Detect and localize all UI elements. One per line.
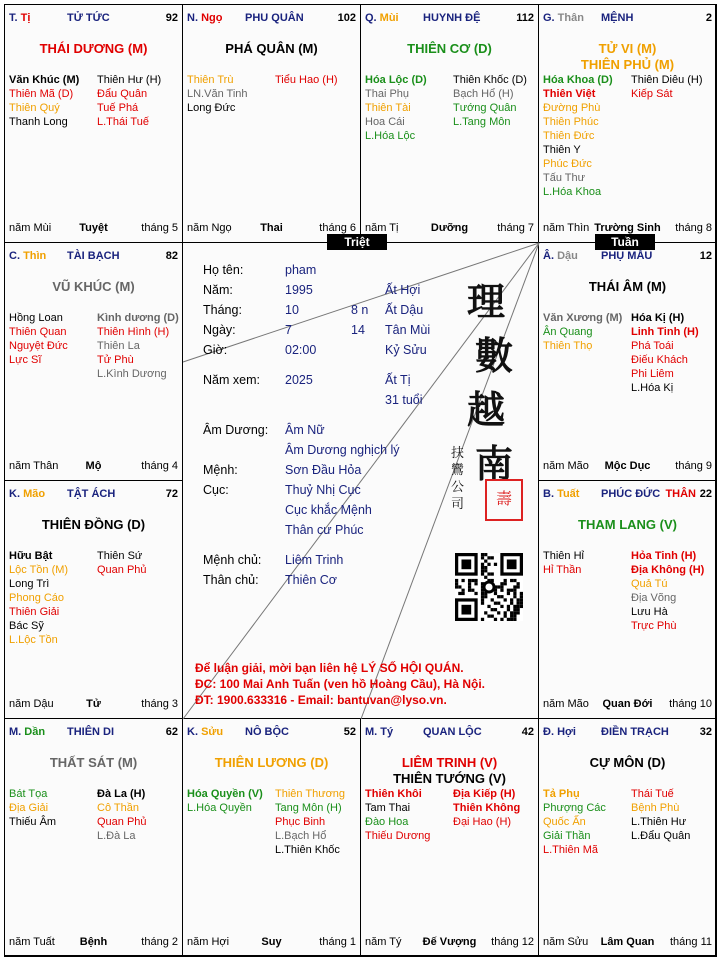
month-value: 10 bbox=[285, 303, 299, 317]
star-item: Giải Thần bbox=[543, 830, 591, 842]
star-item: Thiên Sứ bbox=[97, 550, 143, 562]
star-item: Ân Quang bbox=[543, 326, 593, 338]
star-item: Địa Không (H) bbox=[631, 564, 705, 576]
year-label: Năm: bbox=[203, 283, 233, 297]
star-item: Nguyệt Đức bbox=[9, 340, 68, 352]
stage-label: Trường Sinh bbox=[594, 222, 661, 234]
menh-chu-label: Mệnh chủ: bbox=[203, 553, 262, 567]
amduong-value: Âm Nữ bbox=[285, 423, 325, 437]
month-label: tháng 4 bbox=[141, 460, 178, 472]
palace-number: 102 bbox=[337, 12, 356, 24]
star-item: Tả Phụ bbox=[543, 788, 580, 800]
hour-value: 02:00 bbox=[285, 343, 317, 357]
star-item: Tuế Phá bbox=[97, 102, 139, 114]
star-item: Đường Phù bbox=[543, 102, 601, 114]
year-label: năm Hợi bbox=[187, 936, 230, 948]
year-label: năm Mùi bbox=[9, 222, 52, 234]
star-item: Quốc Ấn bbox=[543, 816, 586, 828]
star-item: Bát Tọa bbox=[9, 788, 48, 800]
branch-label: M. Dần bbox=[9, 726, 46, 738]
cuc-label: Cục: bbox=[203, 483, 229, 497]
main-star: THIÊN CƠ (D) bbox=[407, 41, 492, 56]
main-star: VŨ KHÚC (M) bbox=[52, 279, 135, 294]
star-item: Tiểu Hao (H) bbox=[275, 74, 338, 86]
branch-label: B. Tuất bbox=[543, 488, 580, 500]
year-label: năm Tý bbox=[365, 936, 402, 948]
palace-name: QUAN LỘC bbox=[423, 726, 482, 738]
palace-name: PHỤ MẪU bbox=[601, 250, 653, 262]
stage-label: Dưỡng bbox=[430, 222, 469, 234]
cuc-note-1: Cục khắc Mệnh bbox=[285, 503, 372, 517]
main-star: THÁI DƯƠNG (M) bbox=[39, 41, 148, 56]
branch-label: Â. Dậu bbox=[543, 250, 578, 262]
star-item: L.Lộc Tồn bbox=[9, 634, 58, 646]
star-item: L.Hóa Lộc bbox=[365, 130, 416, 142]
year-label: năm Ngọ bbox=[187, 222, 232, 234]
star-item: Thiên Quan bbox=[9, 326, 67, 338]
menh-chu-value: Liêm Trinh bbox=[285, 553, 344, 567]
star-item: Đại Hao (H) bbox=[453, 816, 512, 828]
branch-label: K. Sửu bbox=[187, 726, 224, 738]
view-year-can: Ất Tị bbox=[385, 373, 411, 387]
star-item: Thiên Mã (D) bbox=[9, 88, 74, 100]
star-item: Thiên Giải bbox=[9, 606, 60, 618]
calligraphy-2: 數 bbox=[475, 333, 514, 378]
amduong-label: Âm Dương: bbox=[203, 423, 269, 437]
star-item: L.Thiên Khốc bbox=[275, 844, 340, 856]
name-label: Họ tên: bbox=[203, 263, 244, 277]
palace-number: 52 bbox=[343, 726, 356, 738]
star-item: Văn Khúc (M) bbox=[9, 74, 80, 86]
star-item: Phi Liêm bbox=[631, 368, 674, 380]
star-item: Phượng Các bbox=[543, 802, 606, 814]
star-item: Bệnh Phù bbox=[631, 802, 680, 814]
star-item: Thiên Thọ bbox=[543, 340, 593, 352]
main-star: THẤT SÁT (M) bbox=[49, 755, 138, 770]
year-can: Ất Hợi bbox=[385, 283, 421, 297]
age-value: 31 tuổi bbox=[385, 393, 423, 407]
tuan-tag: Tuần bbox=[595, 234, 655, 250]
triet-tag: Triệt bbox=[327, 234, 387, 250]
name-value: pham bbox=[285, 263, 317, 277]
star-item: L.Thiên Mã bbox=[543, 844, 599, 856]
stage-label: Quan Đới bbox=[602, 698, 653, 710]
palace-name: TỬ TỨC bbox=[67, 12, 110, 24]
star-item: Địa Giải bbox=[9, 802, 49, 814]
red-seal-stamp: 壽 bbox=[485, 479, 523, 521]
star-item: L.Bạch Hổ bbox=[275, 830, 327, 842]
star-item: Thiên Thương bbox=[275, 788, 346, 800]
star-item: Phá Toái bbox=[631, 340, 674, 352]
than-marker: THÂN bbox=[665, 488, 696, 500]
star-item: Hỏa Tinh (H) bbox=[631, 550, 697, 562]
star-item: Điếu Khách bbox=[631, 354, 688, 366]
branch-label: K. Mão bbox=[9, 488, 46, 500]
palace-number: 32 bbox=[699, 726, 712, 738]
stage-label: Suy bbox=[261, 936, 282, 948]
star-item: Hoa Cái bbox=[365, 116, 405, 128]
palace-name: TẬT ÁCH bbox=[67, 488, 116, 500]
cuc-note-2: Thân cư Phúc bbox=[285, 523, 364, 537]
star-item: Thai Phụ bbox=[365, 88, 410, 100]
branch-label: M. Tý bbox=[365, 726, 394, 738]
month-label: tháng 6 bbox=[319, 222, 356, 234]
palace-number: 2 bbox=[705, 12, 712, 24]
main-star: THÁI ÂM (M) bbox=[588, 279, 667, 294]
branch-label: C. Thìn bbox=[9, 250, 47, 262]
star-item: L.Hóa Khoa bbox=[543, 186, 602, 198]
year-label: năm Mão bbox=[543, 460, 589, 472]
star-item: Thiên La bbox=[97, 340, 140, 352]
star-item: Thiên Trù bbox=[187, 74, 234, 86]
palace-name: PHU QUÂN bbox=[245, 12, 304, 24]
palace-number: 112 bbox=[516, 12, 534, 24]
stage-label: Mộc Dục bbox=[604, 460, 651, 472]
year-label: năm Thìn bbox=[543, 222, 590, 234]
palace-number: 92 bbox=[165, 12, 178, 24]
star-item: Địa Kiếp (H) bbox=[453, 788, 516, 800]
month-label: tháng 2 bbox=[141, 936, 178, 948]
star-item: Phúc Đức bbox=[543, 158, 592, 170]
star-item: Quan Phủ bbox=[97, 816, 147, 828]
star-item: L.Hóa Quyền bbox=[187, 802, 252, 814]
seal-side-text: 扶 鸞 公 司 bbox=[451, 446, 465, 512]
main-star: THIÊN PHỦ (M) bbox=[580, 57, 675, 72]
star-item: Hữu Bật bbox=[9, 550, 53, 562]
branch-label: Q. Mùi bbox=[365, 12, 399, 24]
star-item: Cô Thần bbox=[97, 802, 139, 814]
view-year-label: Năm xem: bbox=[203, 373, 260, 387]
star-item: Đào Hoa bbox=[365, 816, 409, 828]
footer-line-2: ĐC: 100 Mai Anh Tuấn (ven hồ Hoàng Cầu), Hà Nội. bbox=[195, 677, 486, 691]
year-value: 1995 bbox=[285, 283, 313, 297]
month-label: Tháng: bbox=[203, 303, 242, 317]
star-item: Thiên Đức bbox=[543, 130, 595, 142]
than-chu-label: Thân chủ: bbox=[203, 573, 259, 587]
branch-label: T. Tị bbox=[9, 12, 31, 24]
month-label: tháng 1 bbox=[319, 936, 356, 948]
star-item: Hỉ Thần bbox=[543, 564, 582, 576]
month-can: Ất Dậu bbox=[385, 303, 424, 317]
main-star: TỬ VI (M) bbox=[598, 41, 657, 56]
star-item: L.Hóa Kị bbox=[631, 382, 674, 394]
than-chu-value: Thiên Cơ bbox=[285, 573, 337, 587]
star-item: Tử Phù bbox=[97, 354, 134, 366]
star-item: Địa Võng bbox=[631, 592, 677, 604]
palace-name: NÔ BỘC bbox=[245, 726, 289, 738]
qr-code[interactable] bbox=[455, 553, 523, 621]
month-leap: 8 n bbox=[351, 303, 369, 317]
calligraphy-1: 理 bbox=[467, 279, 506, 324]
month-label: tháng 7 bbox=[497, 222, 534, 234]
palace-name: ĐIỀN TRẠCH bbox=[601, 726, 669, 738]
star-item: Thiên Tài bbox=[365, 102, 411, 114]
footer-line-1: Để luận giải, mời bạn liên hệ LÝ SỐ HỘI QUÁN. bbox=[195, 661, 464, 675]
star-item: L.Thái Tuế bbox=[97, 116, 149, 128]
stage-label: Thai bbox=[260, 222, 283, 234]
cuc-value: Thuỷ Nhị Cục bbox=[285, 483, 361, 497]
day-label: Ngày: bbox=[203, 323, 236, 337]
star-item: Trực Phù bbox=[631, 620, 677, 632]
star-item: Thiên Quý bbox=[9, 102, 60, 114]
month-label: tháng 10 bbox=[669, 698, 712, 710]
star-item: Thiên Y bbox=[543, 144, 581, 156]
branch-label: N. Ngọ bbox=[187, 12, 223, 24]
star-item: Bạch Hổ (H) bbox=[453, 88, 514, 100]
month-label: tháng 12 bbox=[491, 936, 534, 948]
star-item: L.Đẩu Quân bbox=[631, 830, 691, 842]
star-item: Thanh Long bbox=[9, 116, 68, 128]
palace-number: 82 bbox=[165, 250, 178, 262]
main-star: PHÁ QUÂN (M) bbox=[225, 41, 318, 56]
star-item: Thiên Diêu (H) bbox=[631, 74, 703, 86]
palace-name: TÀI BẠCH bbox=[67, 250, 120, 262]
footer-line-3[interactable]: ĐT: 1900.633316 - Email: bantuvan@lyso.vn. bbox=[195, 693, 447, 707]
stage-label: Đế Vượng bbox=[422, 936, 477, 948]
star-item: L.Kình Dương bbox=[97, 368, 167, 380]
star-item: Thiên Khốc (D) bbox=[453, 74, 527, 86]
star-item: Long Đức bbox=[187, 102, 236, 114]
star-item: Thiên Không bbox=[453, 802, 521, 814]
palace-name: HUYNH ĐỆ bbox=[423, 12, 481, 24]
year-label: năm Sửu bbox=[543, 936, 589, 948]
palace-name: MỆNH bbox=[601, 12, 634, 24]
star-item: Văn Xương (M) bbox=[543, 312, 623, 324]
month-label: tháng 8 bbox=[675, 222, 712, 234]
day-can: Tân Mùi bbox=[385, 323, 431, 337]
hour-label: Giờ: bbox=[203, 343, 228, 357]
main-star: THAM LANG (V) bbox=[578, 517, 677, 532]
day-lunar: 14 bbox=[351, 323, 365, 337]
star-item: Thái Tuế bbox=[631, 788, 674, 800]
palace-number: 12 bbox=[699, 250, 712, 262]
palace-name: THIÊN DI bbox=[67, 726, 115, 738]
year-label: năm Tị bbox=[365, 222, 399, 234]
aspect-lines bbox=[5, 5, 717, 957]
star-item: Quả Tú bbox=[631, 578, 668, 590]
star-item: L.Tang Môn bbox=[453, 116, 511, 128]
menh-value: Sơn Đầu Hỏa bbox=[285, 463, 362, 477]
main-star: THIÊN TƯỚNG (V) bbox=[393, 771, 506, 786]
palace-number: 72 bbox=[165, 488, 178, 500]
star-item: Thiếu Âm bbox=[9, 816, 57, 828]
tuvi-chart bbox=[4, 4, 716, 956]
star-item: Thiên Hư (H) bbox=[97, 74, 162, 86]
calligraphy-3: 越 bbox=[467, 387, 506, 432]
star-item: L.Thiên Hư bbox=[631, 816, 687, 828]
star-item: LN.Văn Tinh bbox=[187, 88, 248, 100]
star-item: Thiên Việt bbox=[543, 88, 596, 100]
star-item: Thiên Khôi bbox=[365, 788, 422, 800]
year-label: năm Dậu bbox=[9, 698, 54, 710]
star-item: Hóa Khoa (D) bbox=[543, 74, 613, 86]
palace-name: PHÚC ĐỨC bbox=[601, 488, 661, 500]
menh-label: Mệnh: bbox=[203, 463, 238, 477]
star-item: Thiên Hình (H) bbox=[97, 326, 170, 338]
year-label: năm Mão bbox=[543, 698, 589, 710]
star-item: Thiên Phúc bbox=[543, 116, 599, 128]
month-label: tháng 3 bbox=[141, 698, 178, 710]
view-year-value: 2025 bbox=[285, 373, 313, 387]
year-label: năm Tuất bbox=[9, 936, 55, 948]
star-item: Hóa Quyền (V) bbox=[187, 788, 263, 800]
star-item: Tấu Thư bbox=[543, 172, 586, 184]
star-item: Phục Binh bbox=[275, 816, 326, 828]
star-item: Lộc Tồn (M) bbox=[9, 564, 69, 576]
star-item: Thiếu Dương bbox=[365, 830, 431, 842]
branch-label: G. Thân bbox=[543, 12, 584, 24]
star-item: Tướng Quân bbox=[453, 102, 517, 114]
star-item: Lưu Hà bbox=[631, 606, 668, 618]
star-item: Bác Sỹ bbox=[9, 620, 44, 632]
star-item: Hóa Kị (H) bbox=[631, 312, 685, 324]
calligraphy-4: 南 bbox=[475, 441, 514, 486]
star-item: Linh Tinh (H) bbox=[631, 326, 699, 338]
day-value: 7 bbox=[285, 323, 292, 337]
star-item: Phong Cáo bbox=[9, 592, 65, 604]
palace-number: 42 bbox=[521, 726, 534, 738]
star-item: Lực Sĩ bbox=[9, 354, 42, 366]
main-star: CỰ MÔN (D) bbox=[589, 755, 666, 770]
amduong-note: Âm Dương nghịch lý bbox=[285, 443, 400, 457]
star-item: Tang Môn (H) bbox=[275, 802, 342, 814]
star-item: Kình dương (D) bbox=[97, 312, 179, 324]
star-item: Long Trì bbox=[9, 578, 50, 590]
month-label: tháng 11 bbox=[669, 936, 712, 948]
main-star: LIÊM TRINH (V) bbox=[401, 755, 498, 770]
stage-label: Tử bbox=[86, 698, 101, 710]
main-star: THIÊN LƯƠNG (D) bbox=[214, 755, 329, 770]
stage-label: Tuyệt bbox=[79, 222, 108, 234]
star-item: Thiên Hỉ bbox=[543, 550, 584, 562]
hour-can: Kỷ Sửu bbox=[385, 343, 427, 357]
star-item: Tam Thai bbox=[365, 802, 411, 814]
star-item: Hồng Loan bbox=[9, 312, 63, 324]
month-label: tháng 9 bbox=[675, 460, 712, 472]
branch-label: Đ. Hợi bbox=[543, 726, 576, 738]
star-item: Đẩu Quân bbox=[97, 88, 148, 100]
stage-label: Lâm Quan bbox=[600, 936, 655, 948]
palace-number: 22 bbox=[699, 488, 712, 500]
star-item: Kiếp Sát bbox=[631, 88, 673, 100]
star-item: Quan Phủ bbox=[97, 564, 147, 576]
main-star: THIÊN ĐỒNG (D) bbox=[41, 517, 146, 532]
month-label: tháng 5 bbox=[141, 222, 178, 234]
star-item: Hóa Lộc (D) bbox=[365, 74, 427, 86]
star-item: Đà La (H) bbox=[97, 788, 146, 800]
star-item: L.Đà La bbox=[97, 830, 136, 842]
stage-label: Mộ bbox=[85, 460, 102, 472]
year-label: năm Thân bbox=[9, 460, 59, 472]
stage-label: Bệnh bbox=[79, 936, 108, 948]
palace-number: 62 bbox=[165, 726, 178, 738]
